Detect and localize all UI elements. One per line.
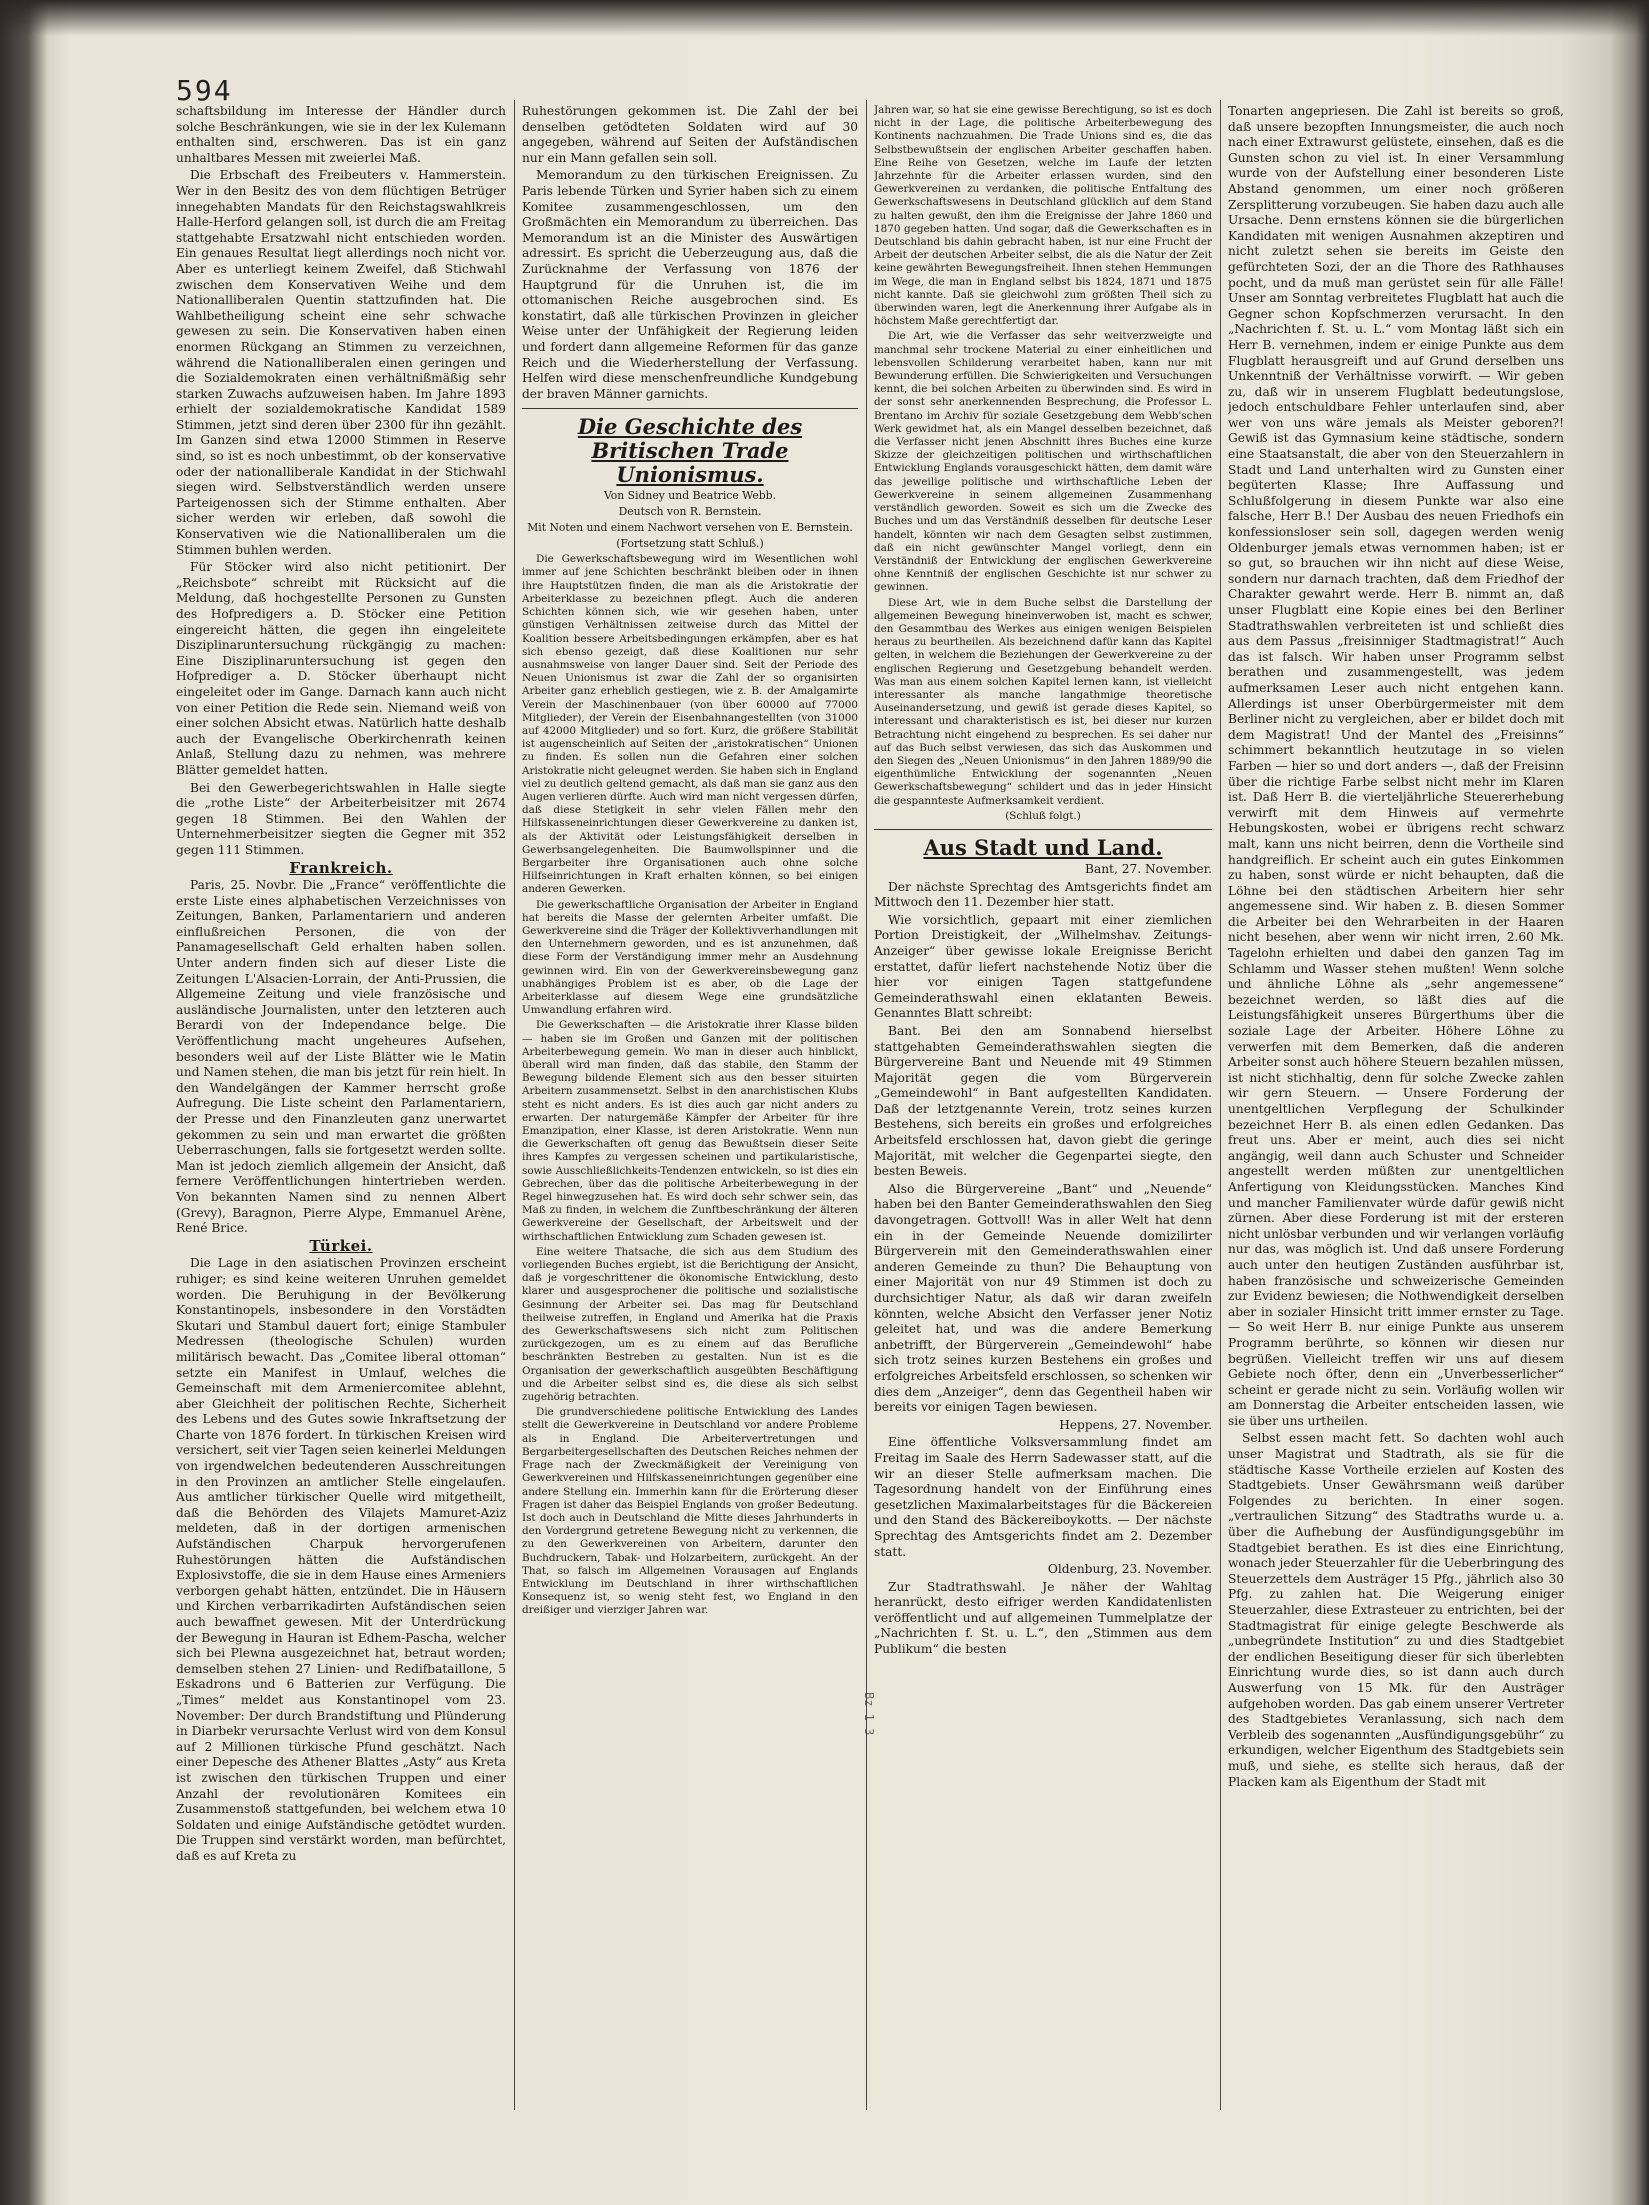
paragraph: Die Gewerkschaftsbewegung wird im Wesentlichen wohl immer auf jene Schichten beschränkt bleiben oder in ihnen ihre Hauptstützen finden, die man als die Aristokratie der Arbeiterklasse zu bezeichnen pflegt. Auch die anderen Schichten können sich, wie wir gesehen haben, unter günstigen Verhältnissen zeitweise durch das Mittel der Koalition bessere Arbeitsbedingungen erkämpfen, aber es hat sich ebenso gezeigt, daß diese Koalitionen nur sehr ausnahmsweise von langer Dauer sind. Seit der Periode des Neuen Unionismus ist zwar die Zahl der so organisirten Arbeiter ganz erheblich gestiegen, wie z. B. der Amalgamirte Verein der Maschinenbauer (von über 60000 auf 77000 Mitglieder), der Verein der Eisenbahnangestellten (von 31000 auf 42000 Mitglieder) und so fort. Kurz, die größere Stabilität ist augenscheinlich auf Seiten der „aristokratischen“ Unionen zu finden. Es sollen nun die Gefahren einer solchen Aristokratie nicht geleugnet werden. Sie haben sich in England viel zu deutlich geltend gemacht, als daß man sie ganz aus den Augen verlieren dürfte. Auch wird man nicht vergessen dürfen, daß diese Stetigkeit in sehr vielen Fällen mehr den Hilfskasseneinrichtungen dieser Gewerkvereine zu danken ist, als der Aktivität oder Leistungsfähigkeit derselben in Gewerbsangelegenheiten. Die Baumwollspinner und die Bergarbeiter ihre Organisationen auch ohne solche Hilfseinrichtungen in Kraft erhalten können, so bei einigen anderen Gewerken. [522, 553, 858, 896]
paragraph: Die Erbschaft des Freibeuters v. Hammerstein. Wer in den Besitz des von dem flüchtigen Betrüger innegehabten Mandats für den Reichstagswahlkreis Halle-Herford gelangen soll, ist durch die am Freitag stattgehabte Ersatzwahl nicht entschieden worden. Ein genaues Resultat liegt allerdings noch nicht vor. Aber es unterliegt keinem Zweifel, daß Stichwahl zwischen dem Konservativen Weihe und dem Nationalliberalen Quentin stattzufinden hat. Die Wahlbetheiligung scheint eine sehr schwache gewesen zu sein. Die Konservativen haben einen enormen Rückgang an Stimmen zu verzeichnen, während die Nationalliberalen einen geringen und die Sozialdemokraten einen verhältnißmäßig sehr starken Zuwachs aufzuweisen haben. Im Jahre 1893 erhielt der sozialdemokratische Kandidat 1589 Stimmen, jetzt sind deren über 2300 für ihn gezählt. Im Ganzen sind etwa 12000 Stimmen in Reserve sind, so ist es noch unbestimmt, ob der konservative oder der nationalliberale Kandidat in der Stichwahl siegen wird. Selbstverständlich werden unsere Parteigenossen sich der Stimme enthalten. Aber sicher werden wir erleben, daß sowohl die Konservativen wie die Nationalliberalen um die Stimmen buhlen werden. [176, 168, 506, 557]
binding-shadow [0, 0, 1649, 36]
column-4 [1228, 104, 1564, 2114]
divider [874, 829, 1212, 830]
paragraph: Selbst essen macht fett. So dachten wohl auch unser Magistrat und Stadtrath, als sie für die städtische Kasse Vortheile erzielen auf Kosten des Stadtgebiets. Unser Gewährsmann weiß darüber Folgendes zu berichten. In einer sogen. „vertraulichen Sitzung“ des Stadtraths wurde u. a. über die Aufhebung der Ausfündigungsgebühr im Stadtgebiet berathen. Es ist dies eine Einrichtung, wonach jeder Steuerzahler für die Ueberbringung des Steuerzettels dem Austräger 15 Pfg., jährlich also 30 Pfg. zu zahlen hat. Die Weigerung einiger Steuerzahler, diese Extrasteuer zu entrichten, bei der Stadtmagistrat für einige gelegte Beschwerde als „unbegründete Institution“ zu und dies Stadtgebiet der endlichen Beseitigung dieser für sich überlebten Einrichtung wurde dies, so ist dann auch durch Auswerfung von 15 Mk. für den Austräger aufgehoben worden. Das gab einem unserer Vertreter des Stadtgebietes Veranlassung, sich nach dem Verbleib des sogenannten „Ausfündigungsgebühr“ zu erkundigen, welcher Eigenthum des Stadtgebiets sein muß, und siehe, es stellte sich heraus, daß der Placken kam als Eigenthum der Stadt mit [1228, 1431, 1564, 1789]
paragraph: Bei den Gewerbegerichtswahlen in Halle siegte die „rothe Liste“ der Arbeiterbeisitzer mit 2674 gegen 18 Stimmen. Bei den Wahlen der Unternehmerbeisitzer siegten die Gegner mit 352 gegen 111 Stimmen. [176, 780, 506, 857]
article-title: Die Geschichte des Britischen Trade Unionismus. [577, 414, 803, 488]
column-divider [514, 100, 515, 2110]
column-divider [866, 100, 867, 2110]
byline-notes: Mit Noten und einem Nachwort versehen von E. Bernstein. [527, 521, 853, 535]
paragraph: Paris, 25. Novbr. Die „France“ veröffentlichte die erste Liste eines alphabetischen Verzeichnisses von Zeitungen, Banken, Parlamentariern und anderen einflußreichen Personen, die von der Panamagesellschaft Geld erhalten haben sollen. Unter andern finden sich auf dieser Liste die Zeitungen L'Alsacien-Lorrain, der Anti-Prussien, die Allgemeine Zeitung und viele französische und ausländische Journalisten, unter den letzteren auch Berardi von der Independance belge. Die Veröffentlichung macht ungeheures Aufsehen, besonders weil auf der Liste Blätter wie le Matin und Namen stehen, die man bis jetzt für rein hielt. In den Wandelgängen der Kammer herrscht große Aufregung. Die Liste scheint den Parlamentariern, der Presse und den Finanzleuten ganz unerwartet gekommen zu sein und man erwartet die größten Ueberraschungen, falls sie fortgesetzt werden sollte. Man ist jedoch ziemlich allgemein der Ansicht, daß fernere Veröffentlichungen hintertrieben werden. Von bekannten Namen sind zu nennen Albert (Grevy), Baragnon, Pierre Alype, Emmanuel Arène, René Brice. [176, 878, 506, 1236]
dateline: Oldenburg, 23. November. [1047, 1562, 1212, 1577]
archive-stamp: Bz 1 3 [862, 1692, 876, 1736]
section-heading-tuerkei: Türkei. [309, 1236, 373, 1255]
paragraph: Memorandum zu den türkischen Ereignissen. Zu Paris lebende Türken und Syrier haben sich zu einem Komitee zusammengeschlossen, um den Großmächten ein Memorandum zu überreichen. Das Memorandum ist an die Minister des Auswärtigen adressirt. Es spricht die Ueberzeugung aus, daß die Zurücknahme der Verfassung von 1876 der Hauptgrund für die Unruhen ist, die im ottomanischen Reiche ausgebrochen sind. Es konstatirt, daß alle türkischen Provinzen in gleicher Weise unter der Unfähigkeit der Regierung leiden und fordert dann allgemeine Reformen für das ganze Reich und die Wiederherstellung der Verfassung. Helfen wird diese menschenfreundliche Kundgebung der braven Männer garnichts. [522, 168, 858, 401]
byline-translator: Deutsch von R. Bernstein. [618, 505, 762, 519]
column-3 [874, 104, 1212, 2114]
paragraph: Bant. Bei den am Sonnabend hierselbst stattgehabten Gemeinderathswahlen siegten die Bürgervereine Bant und Neuende mit 49 Stimmen Majorität gegen die vom Bürgerverein „Gemeindewohl“ in Bant aufgestellten Kandidaten. Daß der letztgenannte Verein, trotz seines kurzen Bestehens, sich bereits ein großes und erfolgreiches Arbeitsfeld erschlossen hat, davon giebt die geringe Majorität, mit welcher die Gegenpartei siegte, den besten Beweis. [874, 1023, 1212, 1179]
paragraph: Die gewerkschaftliche Organisation der Arbeiter in England hat bereits die Masse der gelernten Arbeiter umfaßt. Die Gewerkvereine sind die Träger der Kollektivverhandlungen mit den Unternehmern geworden, und es ist anzunehmen, daß diese Form der Verständigung immer mehr an Ausdehnung gewinnen wird. Ein von der Gewerkvereinsbewegung ganz unabhängiges Problem ist es aber, ob die Lage der Arbeiterklasse auf diesem Wege eine grundsätzliche Umwandlung erfahren wird. [522, 898, 858, 1017]
paragraph: Zur Stadtrathswahl. Je näher der Wahltag heranrückt, desto eifriger werden Kandidatenlisten veröffentlicht und auf allgemeinen Tummelplatze der „Nachrichten f. St. u. L.“, den „Stimmen aus dem Publikum“ die besten [874, 1579, 1212, 1657]
paragraph: Ruhestörungen gekommen ist. Die Zahl der bei denselben getödteten Soldaten wird auf 30 angegeben, während auf Seiten der Aufständischen nur ein Mann gefallen sein soll. [522, 104, 858, 165]
column-2 [522, 104, 858, 2114]
page-number: 594 [176, 74, 233, 107]
paragraph: Für Stöcker wird also nicht petitionirt. Der „Reichsbote“ schreibt mit Rücksicht auf die Meldung, daß hochgestellte Personen zu Gunsten des Hofpredigers a. D. Stöcker eine Petition eingereicht hätten, die gegen ihn eingeleitete Disziplinaruntersuchung rückgängig zu machen: Eine Disziplinaruntersuchung ist gegen den Hofprediger a. D. Stöcker überhaupt nicht eingeleitet oder im Gange. Darnach kann auch nicht von einer Petition die Rede sein. Niemand weiß von einer solchen Absicht etwas. Natürlich hatte deshalb auch der Evangelische Oberkirchenrath keinen Anlaß, Stellung dazu zu nehmen, was mehrere Blätter gemeldet hatten. [176, 560, 506, 777]
paragraph: Eine öffentliche Volksversammlung findet am Freitag im Saale des Herrn Sadewasser statt, auf die wir an dieser Stelle aufmerksam machen. Die Tagesordnung handelt von der Einführung eines gesetzlichen Maximalarbeitstages für die Bäckereien und den Stand des Bäckereiboykotts. — Der nächste Sprechtag des Amtsgerichts findet am 2. Dezember statt. [874, 1435, 1212, 1559]
byline-authors: Von Sidney und Beatrice Webb. [603, 489, 777, 503]
divider [522, 408, 858, 409]
paragraph: Tonarten angepriesen. Die Zahl ist bereits so groß, daß unsere bezopften Innungsmeister, die auch noch nach einer Extrawurst gelüstete, einsehen, daß es die Gunsten schon zu viel ist. In einer Versammlung wurde von der Aufstellung einer besonderen Liste Abstand genommen, um einer noch größeren Zersplitterung vorzubeugen. Sie haben dazu auch alle Ursache. Denn ernstens können sie die bürgerlichen Kandidaten mit wenigen Ausnahmen akzeptiren und nicht zuletzt sehen sie bereits im Geiste den gefürchteten Sozi, der an die Thore des Rathhauses pocht, und da muß man gerüstet sein für alle Fälle! Unser am Sonntag verbreitetes Flugblatt hat auch die Gegner schon Kopfschmerzen verursacht. In den „Nachrichten f. St. u. L.“ vom Montag läßt sich ein Herr B. vernehmen, indem er einige Punkte aus dem Flugblatt herausgreift und auf Grund derselben uns Unkenntniß der Verhältnisse vorwirft. — Wir geben zu, daß wir in unserem Flugblatt bedeutungslose, jedoch entschuldbare Fehler unterlaufen sind, aber wer von uns wäre jemals als Meister geboren?! Gewiß ist das Gymnasium keine städtische, sondern eine Staatsanstalt, die aber von den Steuerzahlern in Stadt und Land unterhalten wird zu Gunsten einer begüterten Klasse; Ihre Auffassung und Schlußfolgerung in diesem Punkte war also eine falsche, Herr B.! Der Ausbau des neuen Friedhofs ein konfessionsloser sein soll, dagegen werden wenig Oldenburger jemals etwas vernommen haben; ist er so gut, so brauchen wir ihn nicht auf diese Weise, sondern nur darnach trachten, daß dem Friedhof der Charakter gewahrt werde. Herr B. nimmt an, daß unser Flugblatt eine Kopie eines bei den Berliner Stadtrathswahlen verbreiteten ist und schließt dies aus dem Passus „freisinniger Stadtmagistrat!“ Auch das ist falsch. Wir haben unser Programm selbst berathen und zusammengestellt, was jedem aufmerksamen Leser auch nicht entgehen kann. Allerdings ist unser Oberbürgermeister mit dem Berliner nicht zu vergleichen, aber er bildet doch mit dem Magistrat! Und der Mantel des „Freisinns“ schimmert bekanntlich heutzutage in so vielen Farben — hier so und dort anders —, daß der Freisinn über die richtige Farbe selbst nicht mehr im Klaren ist. Daß Herr B. die vierteljährliche Steuererhebung verwirft mit dem Hinweis auf vermehrte Hebungskosten, wobei er übrigens recht schwarz malt, kann uns nicht beirren, denn die Vortheile sind handgreiflich. Er scheint auch ein gutes Einkommen zu haben, sonst würde er nicht behaupten, daß die Löhne bei den städtischen Arbeitern hier sehr angemessene sind. Wir haben z. B. diesen Sommer die Arbeiter bei den Wehrarbeiten in der Haaren nicht besehen, aber wenn wir nicht irren, 2.60 Mk. Tagelohn erhielten und dabei den ganzen Tag im Schlamm und Wasser stehen mußten! Wenn solche und ähnliche Löhne als „sehr angemessene“ bezeichnet werden, so läßt dies auf die Leistungsfähigkeit unseres Bürgerthums über die soziale Lage der Arbeiter. Höhere Löhne zu verwerfen mit dem Bemerken, daß die anderen Arbeiter sonst auch höhere Steuern bezahlen müssen, ist nicht stichhaltig, denn für solche Zwecke zahlen wir gern Steuern. — Unsere Forderung der unentgeltlichen Verpflegung der Schulkinder bezeichnet Herr B. als einen edlen Gedanken. Das freut uns. Aber er meint, auch dies sei nicht angängig, weil dann auch Schuster und Schneider angestellt werden müßten zur unentgeltlichen Anfertigung von Kleidungsstücken. Manches Kind und mancher Familienvater würde dafür gewiß nicht zürnen. Aber diese Forderung ist mit der ersteren nicht unlösbar verbunden und wir verlangen vorläufig nur das, was möglich ist. Und daß unsere Forderung auch unter den heutigen Zuständen ausführbar ist, haben französische und schweizerische Gemeinden zur Evidenz bewiesen; die Nothwendigkeit derselben aber in sozialer Hinsicht tritt immer ernster zu Tage. — So weit Herr B. nur einige Punkte aus unserem Programm berührte, so können wir diesen nur begrüßen. Vielleicht treffen wir uns auf diesem Gebiete noch öfter, denn ein „Unverbesserlicher“ scheint er gerade nicht zu sein. Vorläufig wollen wir am Donnerstag die Arbeiter entscheiden lassen, wie sie über uns urtheilen. [1228, 104, 1564, 1428]
continuation-note: (Fortsetzung statt Schluß.) [616, 537, 764, 551]
paragraph: Also die Bürgervereine „Bant“ und „Neuende“ haben bei den Banter Gemeinderathswahlen den Sieg davongetragen. Gottvoll! Was in aller Welt hat denn ein in der Gemeinde Neuende domizilirter Bürgerverein mit den Gemeinderathswahlen einer anderen Gemeinde zu thun? Die Behauptung von einer Majorität von nur 49 Stimmen ist doch zu durchsichtiger Natur, als daß wir daran zweifeln könnten, welche Absicht den Verfasser jener Notiz geleitet hat, und was die andere Bemerkung anbetrifft, der Bürgerverein „Gemeindewohl“ habe sich trotz seines kurzen Bestehens ein großes und erfolgreiches Arbeitsfeld erschlossen, so schenken wir dies dem „Anzeiger“, denn das Gegentheil haben wir bereits vor einigen Tagen bewiesen. [874, 1181, 1212, 1415]
paragraph: Jahren war, so hat sie eine gewisse Berechtigung, so ist es doch nicht in der Lage, die politische Arbeiterbewegung des Kontinents nachzuahmen. Die Trade Unions sind es, die das Selbstbewußtsein der englischen Arbeiter geschaffen haben. Eine Reihe von Gesetzen, welche im Laufe der letzten Jahrzehnte für die Arbeiter erlassen wurden, sind den Gewerkvereinen zu verdanken, die politische Entfaltung des Gewerkschaftswesens in Deutschland glücklich auf dem Stand zu halten gewußt, den ihm die Ereignisse der Jahre 1860 und 1870 gegeben hatten. Und sogar, daß die Gewerkschaften es in Deutschland bis dahin gebracht haben, ist nur eine Frucht der Arbeit der deutschen Arbeiter selbst, die als die Natur der Zeit keine gewährten Bewegungsfreiheit. Ihnen stehen Hemmungen im Wege, die man in England selbst bis 1824, 1871 und 1875 nicht kannte. Daß sie gleichwohl zum größten Theil sich zu überwinden waren, legt die Anerkennung ihrer Aufgabe als in höchstem Maße gerechtfertigt dar. [874, 104, 1212, 328]
paragraph: Die grundverschiedene politische Entwicklung des Landes stellt die Gewerkvereine in Deutschland vor andere Probleme als in England. Die Arbeitervertretungen und Bergarbeitergesellschaften des Deutschen Reiches nehmen der Frage nach der Zweckmäßigkeit der Vereinigung von Gewerkvereinen und Hilfskasseneinrichtungen gegenüber eine andere Stellung ein. Immerhin kann für die Erörterung dieser Fragen ist daher das Beispiel Englands von großer Bedeutung. Ist doch auch in Deutschland die Mitte dieses Jahrhunderts in den Vordergrund getretene Bewegung nicht zu verkennen, die zu den Gewerkvereinen von Arbeitern, darunter den Buchdruckern, Tabak- und Holzarbeitern, zurückgeht. An der That, so falsch im Allgemeinen Vorausagen auf Englands Entwicklung im Deutschland in ihrer wirthschaftlichen Konsequenz ist, so wenig steht fest, wo England in den dreißiger und vierziger Jahren war. [522, 1406, 858, 1617]
paragraph: Diese Art, wie in dem Buche selbst die Darstellung der allgemeinen Bewegung hineinverwoben ist, macht es schwer, den Gesammtbau des Werkes aus einigen wenigen Beispielen heraus zu beurtheilen. Als bezeichnend dafür kann das Kapitel gelten, in welchem die Beziehungen der Gewerkvereine zu der englischen Regierung und Gesetzgebung behandelt werden. Was man aus einem solchen Kapitel lernen kann, ist vielleicht interessanter als manche langathmige theoretische Auseinandersetzung, und gewiß ist gerade dieses Kapitel, so interessant und charakteristisch es ist, bei dieser nur kurzen Betrachtung nicht eingehend zu besprechen. Es sei daher nur auf das Buch selbst verwiesen, das sich das Auskommen und den Siegen des „Neuen Unionismus“ in den Jahren 1889/90 die eigenthümliche Entwicklung der sogenannten „Neuen Gewerkschaftsbewegung“ schildert und das in jeder Hinsicht die gespannteste Aufmerksamkeit verdient. [874, 596, 1212, 807]
paragraph: Die Art, wie die Verfasser das sehr weitverzweigte und manchmal sehr trockene Material zu einer einheitlichen und lebensvollen Schilderung verarbeitet haben, kann nur mit Bewunderung erfüllen. Die Schwierigkeiten und Versuchungen kennt, die bei solchen Arbeiten zu überwinden sind. Es wird in der sonst sehr anerkennenden Besprechung, die Professor L. Brentano im Archiv für soziale Gesetzgebung dem Webb'schen Werk gewidmet hat, als ein Mangel desselben bezeichnet, daß die Verfasser nicht jenen Abschnitt ihres Buches eine kurze Skizze der gleichzeitigen politischen und wirthschaftlichen Entwicklung Englands vorausgeschickt hätten, dem damit wäre das jeweilige politische und wirthschaftliche Leben der Gewerkvereine in seinem allgemeinen Zusammenhang verständlich geworden. Soweit es sich um die Zwecke des Buches und um das Verständniß desselben für deutsche Leser handelt, könnten wir nach dem Gesagten selbst zustimmen, daß ein nicht gewünschter Mangel vorliegt, denn ein Verständniß der Entwicklung der englischen Gewerkvereine ohne Kenntniß der englischen Geschichte ist nur schwer zu gewinnen. [874, 330, 1212, 594]
paragraph: Wie vorsichtlich, gepaart mit einer ziemlichen Portion Dreistigkeit, der „Wilhelmshav. Zeitungs-Anzeiger“ über gewisse lokale Ereignisse Bericht erstattet, dafür liefert nachstehende Notiz über die hier vor einigen Tagen stattgefundene Gemeinderathswahl einen eklatanten Beweis. Genanntes Blatt schreibt: [874, 912, 1212, 1021]
paragraph: Die Lage in den asiatischen Provinzen erscheint ruhiger; es sind keine weiteren Unruhen gemeldet worden. Die Beruhigung in der Bevölkerung Konstantinopels, insbesondere in den Vorstädten Skutari und Stambul dauert fort; einige Stambuler Medressen (theologische Schulen) wurden militärisch bewacht. Das „Comitee liberal ottoman“ setzte ein Manifest in Umlauf, welches die Gemeinschaft mit dem Armeniercomitee ablehnt, aber Gleichheit der politischen Rechte, Sicherheit des Lebens und des Gutes sowie Inkraftsetzung der Charte von 1876 fordert. In türkischen Kreisen wird versichert, seit vier Tagen seien keinerlei Meldungen von irgendwelchen bedeutenderen Ausschreitungen in den Provinzen an amtlicher Stelle eingelaufen. Aus amtlicher türkischer Quelle wird mitgetheilt, daß die Behörden des Vilajets Mamuret-Aziz meldeten, daß in der dortigen armenischen Aufständischen Charpuk hervorgerufenen Ruhestörungen hätten die Aufständischen Explosivstoffe, die sie in dem Hause eines Armeniers verborgen gehabt hätten, entzündet. Die in Häusern und Kirchen verbarrikadirten Aufständischen seien auch bewaffnet gewesen. Mit der Unterdrückung der Bewegung in Hauran ist Edhem-Pascha, welcher sich bei Plewna ausgezeichnet hat, betraut worden; demselben stehen 27 Linien- und Redifbataillone, 5 Eskadrons und 6 Batterien zur Verfügung. Die „Times“ meldet aus Konstantinopel vom 23. November: Der durch Brandstiftung und Plünderung in Diarbekr verursachte Verlust wird von dem Konsul auf 2 Millionen türkische Pfund geschätzt. Nach einer Depesche des Athener Blattes „Asty“ aus Kreta ist zwischen den türkischen Truppen und einer Anzahl der revolutionären Komitees ein Zusammenstoß stattgefunden, bei welchem etwa 10 Soldaten und einige Aufständische getödtet wurden. Die Truppen sind verstärkt worden, man befürchtet, daß es auf Kreta zu [176, 1256, 506, 1863]
to-be-continued: (Schluß folgt.) [1005, 809, 1081, 822]
dateline: Heppens, 27. November. [1059, 1417, 1212, 1432]
paragraph: Der nächste Sprechtag des Amtsgerichts findet am Mittwoch den 11. Dezember hier statt. [874, 879, 1212, 910]
paragraph: schaftsbildung im Interesse der Händler durch solche Beschränkungen, wie sie in der lex Kulemann enthalten sind, erschweren. Das ist ein ganz unhaltbares Messen mit zweierlei Maß. [176, 104, 506, 165]
section-heading-frankreich: Frankreich. [289, 858, 393, 877]
paragraph: Eine weitere Thatsache, die sich aus dem Studium des vorliegenden Buches ergiebt, ist die Berichtigung der Ansicht, daß je vorgeschrittener die ökonomische Entwicklung, desto klarer und ausgesprochener die politische und sozialistische Gesinnung der Arbeiter sei. Das mag für Deutschland theilweise zutreffen, in England und Amerika hat die Praxis des Gewerkschaftswesens sich nicht zum Politischen zurückgezogen, um es zu einem auf das Berufliche beschränkten Bestreben zu gestalten. Nun ist es die Organisation der gewerkschaftlich ausgeübten Beschäftigung und die Arbeiter selbst sind es, die diese als sich selbst zugehörig betrachten. [522, 1245, 858, 1404]
column-1 [176, 104, 506, 2114]
section-heading-local: Aus Stadt und Land. [923, 834, 1163, 860]
column-divider [1220, 100, 1221, 2110]
paragraph: Die Gewerkschaften — die Aristokratie ihrer Klasse bilden — haben sie im Großen und Ganzen mit der politischen Arbeiterbewegung gemein. Wo man in dieser auch hinblickt, überall wird man finden, daß das stabile, den Stamm der Bewegung bildende Element sich aus den besser situirten Arbeitern zusammensetzt. Selbst in den anarchistischen Klubs steht es nicht anders. Es ist dies auch gar nicht anders zu erwarten. Der naturgemäße Kämpfer der Arbeiter für ihre Emanzipation, einer Klasse, ist deren Aristokratie. Wenn nun die Gewerkschaften oft genug das Bewußtsein dieser Seite ihres Kampfes zu vergessen scheinen und partikularistische, sowie Ausschließlichkeits-Tendenzen entwickeln, so ist dies ein Gebrechen, über das die politische Arbeiterbewegung in der Regel hinwegzusehen hat. Es wird doch sehr schwer sein, das Maß zu finden, in welchem die Zunftbeschränkung der älteren Gewerkvereine der Gesellschaft, der Arbeitswelt und der wirthschaftlichen Entwicklung zum Schaden gewesen ist. [522, 1019, 858, 1243]
dateline: Bant, 27. November. [1084, 861, 1212, 876]
